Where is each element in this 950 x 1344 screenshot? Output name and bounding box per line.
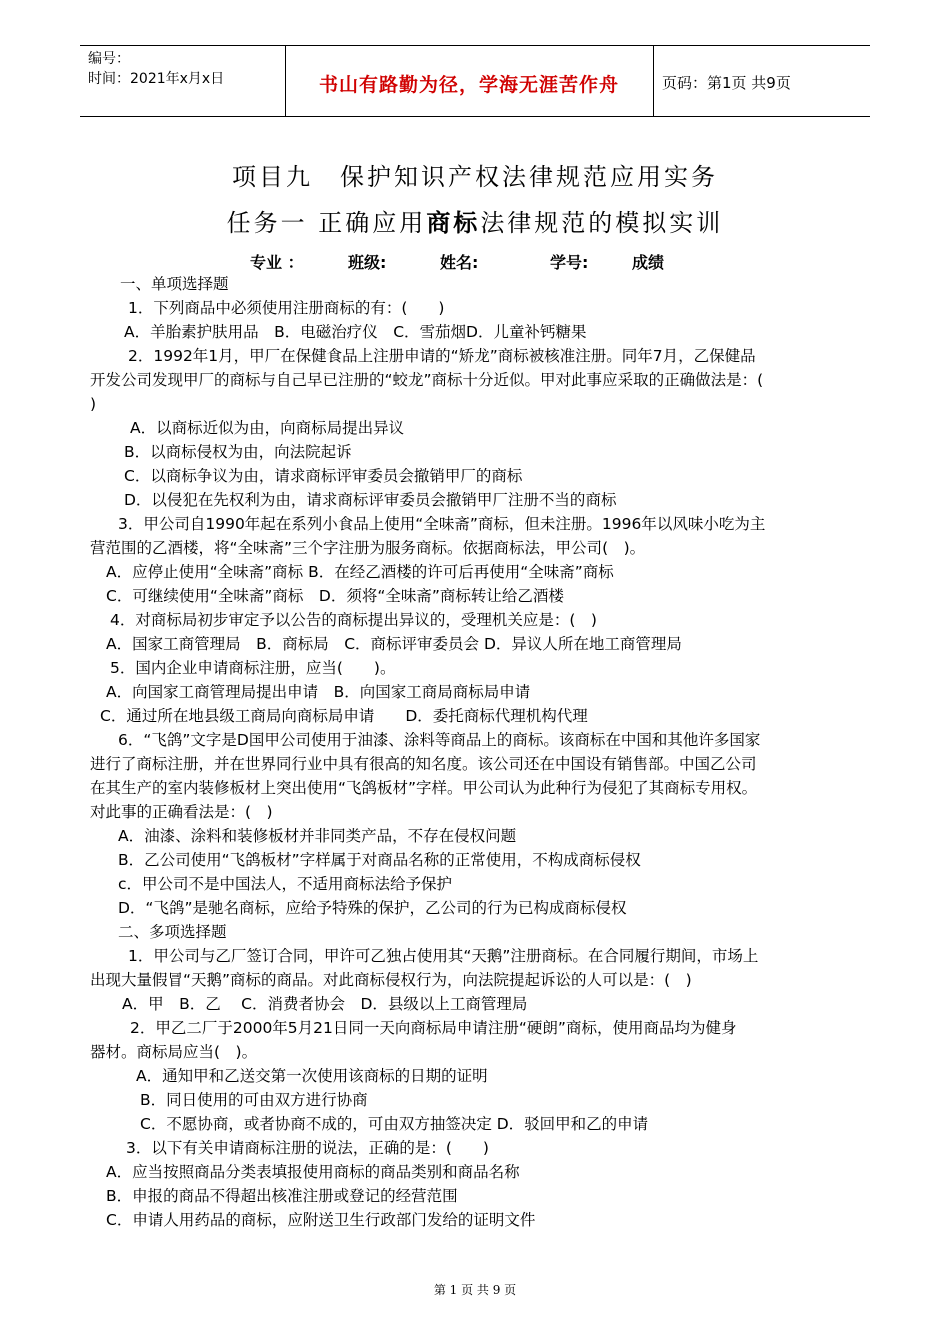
title-task-post: 法律规范的模拟实训 (480, 209, 724, 237)
title-task-bold: 商标 (426, 209, 481, 237)
question-line: 4．对商标局初步审定予以公告的商标提出异议的，受理机关应是：( ) (110, 611, 597, 629)
time-label: 时间：2021年x月x日 (88, 71, 225, 87)
question-line: 2．甲乙二厂于2000年5月21日同一天向商标局申请注册“硬朗”商标，使用商品均为健身 (130, 1019, 737, 1037)
option-line: A．应当按照商品分类表填报使用商标的商品类别和商品名称 (106, 1163, 520, 1181)
field-class: 班级: (348, 253, 387, 272)
option-line: D．“飞鸽”是驰名商标，应给予特殊的保护，乙公司的行为已构成商标侵权 (118, 899, 627, 917)
motto: 书山有路勤为径，学海无涯苦作舟 (318, 74, 619, 96)
question-line: 2．1992年1月，甲厂在保健食品上注册申请的“矫龙”商标被核准注册。同年7月，乙保健品 (128, 347, 756, 365)
question-line: 器材。商标局应当( )。 (90, 1043, 258, 1061)
option-line: C．不愿协商，或者协商不成的，可由双方抽签决定 D．驳回甲和乙的申请 (140, 1115, 649, 1133)
title-task (0, 203, 950, 238)
option-line: A．以商标近似为由，向商标局提出异议 (130, 419, 405, 437)
option-line: A．羊胎素护肤用品 B．电磁治疗仪 C．雪茄烟D．儿童补钙糖果 (124, 323, 587, 341)
option-line: A．油漆、涂料和装修板材并非同类产品，不存在侵权问题 (118, 827, 517, 845)
title-task-pre: 任务一 正确应用 (226, 209, 427, 237)
header-box (80, 45, 870, 117)
question-line: 3．以下有关申请商标注册的说法，正确的是：( ) (126, 1139, 489, 1157)
question-line: 1．下列商品中必须使用注册商标的有：( ) (128, 299, 445, 317)
option-line: B．申报的商品不得超出核准注册或登记的经营范围 (106, 1187, 458, 1205)
question-line: 1．甲公司与乙厂签订合同，甲许可乙独占使用其“天鹅”注册商标。在合同履行期间，市场上 (128, 947, 759, 965)
field-name: 姓名: (440, 253, 479, 272)
question-line: 3．甲公司自1990年起在系列小食品上使用“全味斋”商标，但未注册。1996年以风味小吃为主 (118, 515, 766, 533)
number-label: 编号： (88, 51, 130, 67)
question-line: 进行了商标注册，并在世界同行业中具有很高的知名度。该公司还在中国设有销售部。中国乙公司 (90, 755, 757, 773)
option-line: A．通知甲和乙送交第一次使用该商标的日期的证明 (136, 1067, 488, 1085)
question-line: 在其生产的室内装修板材上突出使用“飞鸽板材”字样。甲公司认为此种行为侵犯了其商标专用权。 (90, 779, 758, 797)
option-line: C．以商标争议为由，请求商标评审委员会撤销甲厂的商标 (124, 467, 523, 485)
option-line: B．以商标侵权为由，向法院起诉 (124, 443, 352, 461)
question-line: ) (90, 395, 97, 413)
page-footer: 第 1 页 共 9 页 (433, 1283, 517, 1297)
option-line: A．国家工商管理局 B．商标局 C．商标评审委员会 D．异议人所在地工商管理局 (106, 635, 682, 653)
option-line: D．以侵犯在先权利为由，请求商标评审委员会撤销甲厂注册不当的商标 (124, 491, 617, 509)
question-line: 5．国内企业申请商标注册，应当( )。 (110, 659, 396, 677)
question-line: 营范围的乙酒楼，将“全味斋”三个字注册为服务商标。依据商标法，甲公司( )。 (90, 539, 646, 557)
option-line: C．通过所在地县级工商局向商标局申请 D．委托商标代理机构代理 (100, 707, 588, 725)
option-line: C．申请人用药品的商标，应附送卫生行政部门发给的证明文件 (106, 1211, 536, 1229)
field-score: 成绩 (632, 253, 665, 272)
section-heading: 一、单项选择题 (120, 275, 229, 293)
option-line: c．甲公司不是中国法人，不适用商标法给予保护 (118, 875, 453, 893)
question-line: 对此事的正确看法是：( ) (90, 803, 273, 821)
question-line: 6．“飞鸽”文字是D国甲公司使用于油漆、涂料等商品上的商标。该商标在中国和其他许多国家 (118, 731, 761, 749)
field-major: 专业 ： (250, 253, 304, 272)
page-label: 页码：第1页 共9页 (662, 74, 791, 92)
option-line: A．甲 B．乙 C．消费者协会 D．县级以上工商管理局 (122, 995, 528, 1013)
option-line: A．向国家工商管理局提出申请 B．向国家工商局商标局申请 (106, 683, 531, 701)
option-line: A．应停止使用“全味斋”商标 B．在经乙酒楼的许可后再使用“全味斋”商标 (106, 563, 614, 581)
header-divider (653, 46, 654, 116)
option-line: B．乙公司使用“飞鸽板材”字样属于对商品名称的正常使用，不构成商标侵权 (118, 851, 641, 869)
section-heading: 二、多项选择题 (118, 923, 227, 941)
field-id: 学号: (550, 253, 589, 272)
title-project: 项目九 保护知识产权法律规范应用实务 (232, 163, 718, 191)
question-line: 出现大量假冒“天鹅”商标的商品。对此商标侵权行为，向法院提起诉讼的人可以是：( ) (90, 971, 692, 989)
option-line: C．可继续使用“全味斋”商标 D．须将“全味斋”商标转让给乙酒楼 (106, 587, 564, 605)
question-line: 开发公司发现甲厂的商标与自己早已注册的“蛟龙”商标十分近似。甲对此事应采取的正确做法是：( (90, 371, 764, 389)
option-line: B．同日使用的可由双方进行协商 (140, 1091, 368, 1109)
